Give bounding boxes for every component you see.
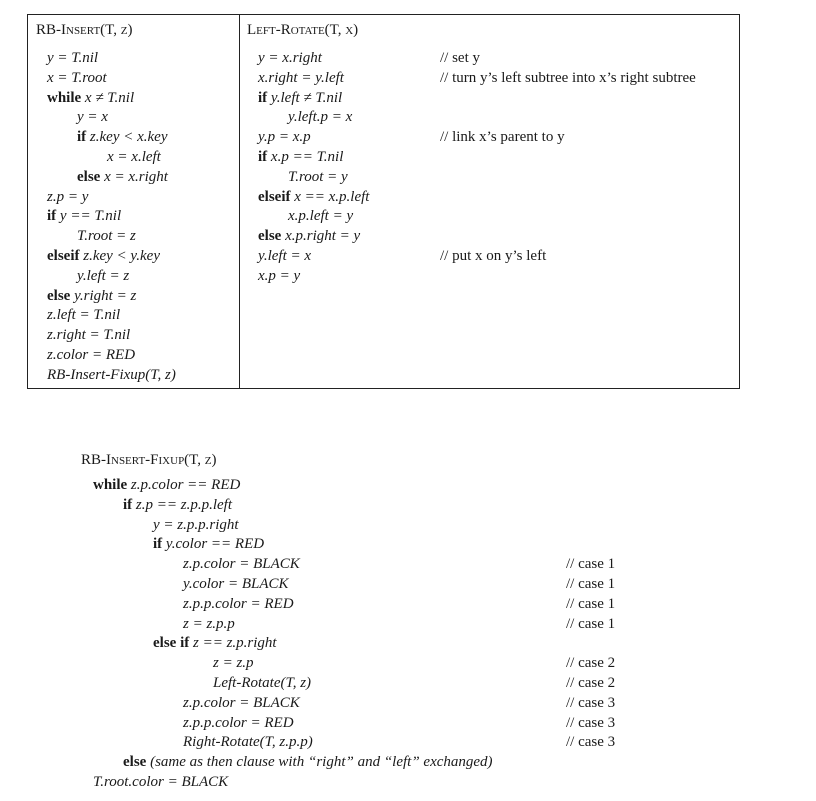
code-text: z = z.p — [213, 655, 254, 672]
code-text: y.color == RED — [162, 536, 265, 553]
code-text: y = x.right — [258, 50, 322, 66]
fixup-line — [183, 575, 289, 594]
code-text: z == z.p.right — [189, 635, 277, 652]
code-text: z.p == z.p.p.left — [132, 496, 233, 513]
fixup-line — [123, 753, 493, 772]
keyword: else — [77, 168, 101, 185]
rb-insert-line — [107, 148, 161, 167]
code-comment: // case 3 — [566, 734, 616, 751]
fixup-line — [153, 535, 264, 554]
code-text: y.right = z — [70, 287, 137, 304]
code-text: x.p == T.nil — [267, 149, 344, 165]
rb-insert-line — [77, 168, 168, 187]
code-text: y.left ≠ T.nil — [267, 89, 343, 106]
left-rotate-line — [258, 227, 360, 246]
fixup-line — [213, 654, 254, 673]
code-text: x.p = y — [258, 267, 301, 284]
fixup-line — [213, 674, 311, 693]
code-text: z.p.p.color = RED — [183, 714, 294, 731]
left-rotate-line — [258, 267, 300, 286]
code-text: y.left.p = x — [288, 109, 353, 126]
keyword: if — [47, 208, 57, 225]
code-text: y.color = BLACK — [183, 576, 289, 592]
code-text: z.p = y — [47, 188, 89, 205]
code-text: z.p.color = BLACK — [183, 694, 300, 711]
code-text: x = T.root — [47, 69, 107, 86]
left-rotate-line — [288, 108, 352, 127]
code-comment: // link x’s parent to y — [440, 129, 565, 146]
keyword: else if — [153, 635, 190, 652]
code-comment: // case 1 — [566, 615, 616, 632]
rb-insert-line — [47, 207, 121, 226]
code-text: y.left = x — [258, 248, 312, 264]
code-comment: // put x on y’s left — [440, 248, 547, 264]
rb-insert-line — [47, 247, 160, 266]
keyword: else — [258, 228, 282, 245]
code-comment: // case 1 — [566, 556, 616, 573]
rb-insert-line — [47, 287, 136, 306]
code-text: z.p.color = BLACK — [183, 556, 300, 573]
fixup-line — [93, 773, 228, 792]
rb-insert-line — [47, 346, 135, 365]
code-comment: // case 2 — [566, 675, 616, 691]
rb-insert-line — [47, 326, 130, 345]
fixup-line — [183, 555, 300, 574]
fixup-line — [183, 733, 313, 752]
rb-insert-line — [47, 89, 134, 108]
algorithms-box — [27, 14, 740, 389]
fixup-line — [93, 476, 240, 495]
fixup-line — [123, 496, 232, 515]
keyword: elseif — [258, 188, 291, 205]
code-text: y = z.p.p.right — [153, 516, 239, 533]
left-rotate-title: Left-Rotate(T, x) — [247, 22, 359, 38]
keyword: while — [47, 89, 82, 106]
code-text: T.root = y — [288, 168, 348, 185]
left-rotate-line — [258, 128, 311, 147]
keyword: if — [258, 89, 268, 106]
code-comment: // case 3 — [566, 714, 616, 731]
rb-insert-title: RB-Insert(T, z) — [36, 22, 133, 38]
rb-insert-fixup-title: RB-Insert-Fixup(T, z) — [81, 452, 217, 468]
fixup-line — [183, 615, 235, 634]
column-divider — [239, 15, 240, 388]
code-text: z.right = T.nil — [47, 327, 131, 344]
rb-insert-line — [47, 69, 107, 88]
left-rotate-line — [288, 168, 348, 187]
code-text: z.left = T.nil — [47, 307, 121, 324]
keyword: if — [153, 536, 163, 553]
code-text: z.color = RED — [47, 347, 136, 363]
code-text: RB-Insert-Fixup(T, z) — [47, 366, 176, 383]
code-text: x.p.right = y — [281, 228, 361, 245]
code-text: x ≠ T.nil — [81, 89, 135, 106]
code-text: x = x.right — [100, 168, 168, 185]
rb-insert-line — [77, 108, 108, 127]
code-text: x.right = y.left — [258, 69, 344, 86]
left-rotate-line — [258, 247, 311, 266]
left-rotate-line — [258, 89, 342, 108]
code-text: (same as then clause with “right” and “left” exchanged) — [146, 754, 493, 771]
rb-insert-line — [77, 227, 136, 246]
keyword: if — [123, 496, 133, 513]
fixup-line — [183, 595, 294, 614]
left-rotate-line — [288, 207, 353, 226]
code-text: y = x — [77, 109, 108, 126]
fixup-line — [183, 714, 294, 733]
code-comment: // case 1 — [566, 576, 616, 592]
rb-insert-line — [47, 188, 88, 207]
code-text: z.key < x.key — [86, 129, 168, 146]
left-rotate-line — [258, 69, 344, 88]
code-text: z.p.p.color = RED — [183, 595, 294, 612]
code-text: Left-Rotate(T, z) — [213, 675, 312, 691]
left-rotate-line — [258, 188, 369, 207]
code-text: y.left = z — [77, 267, 130, 284]
fixup-line — [153, 634, 277, 653]
rb-insert-line — [47, 366, 176, 385]
code-comment: // case 3 — [566, 694, 616, 711]
code-text: x == x.p.left — [290, 188, 370, 205]
code-text: z.p.color == RED — [127, 477, 241, 493]
code-comment: // case 1 — [566, 595, 616, 612]
code-comment: // turn y’s left subtree into x’s right subtree — [440, 69, 696, 86]
code-text: y.p = x.p — [258, 129, 311, 146]
code-text: Right-Rotate(T, z.p.p) — [183, 734, 313, 751]
keyword: if — [258, 149, 268, 165]
left-rotate-line — [258, 49, 322, 68]
keyword: if — [77, 129, 87, 146]
fixup-line — [183, 694, 300, 713]
code-comment: // set y — [440, 50, 480, 66]
keyword: while — [93, 477, 128, 493]
code-text: y == T.nil — [56, 208, 122, 225]
rb-insert-line — [77, 267, 129, 286]
rb-insert-line — [47, 49, 98, 68]
rb-insert-line — [77, 128, 168, 147]
code-text: z = z.p.p — [183, 615, 235, 632]
keyword: elseif — [47, 248, 80, 264]
keyword: else — [123, 754, 147, 771]
fixup-line — [153, 516, 239, 535]
code-text: T.root.color = BLACK — [93, 774, 229, 790]
code-text: T.root = z — [77, 228, 136, 245]
keyword: else — [47, 287, 71, 304]
code-text: x.p.left = y — [288, 208, 354, 225]
code-text: y = T.nil — [47, 50, 99, 66]
left-rotate-line — [258, 148, 343, 167]
rb-insert-line — [47, 306, 120, 325]
code-text: z.key < y.key — [79, 248, 160, 264]
code-text: x = x.left — [107, 149, 161, 165]
code-comment: // case 2 — [566, 655, 616, 672]
